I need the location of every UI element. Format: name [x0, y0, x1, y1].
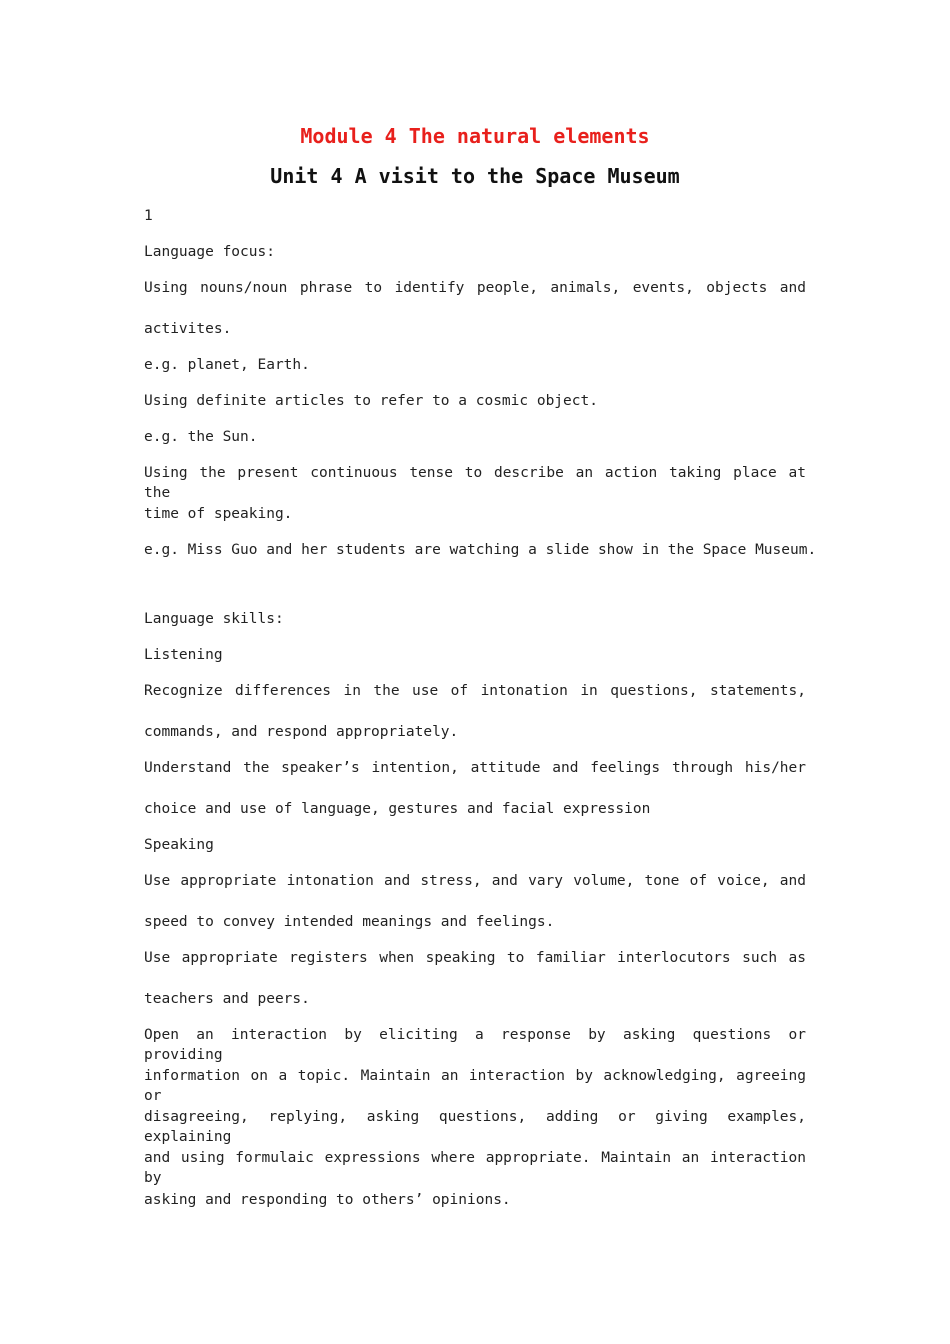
paragraph-line: disagreeing, replying, asking questions, adding or giving examples, explaining	[144, 1109, 806, 1145]
paragraph-line: Use appropriate registers when speaking to familiar interlocutors such as	[144, 950, 806, 966]
paragraph-line: Use appropriate intonation and stress, and vary volume, tone of voice, and	[144, 873, 806, 889]
paragraph-line: time of speaking.	[144, 506, 293, 522]
paragraph-line: and using formulaic expressions where appropriate. Maintain an interaction by	[144, 1150, 806, 1186]
paragraph-line: choice and use of language, gestures and facial expression	[144, 801, 651, 817]
example-line: e.g. Miss Guo and her students are watching a slide show in the Space Museum.	[144, 542, 817, 558]
section-number: 1	[144, 208, 153, 224]
subheading-listening: Listening	[144, 647, 223, 663]
paragraph-line: asking and responding to others’ opinions.	[144, 1192, 511, 1208]
unit-title: Unit 4 A visit to the Space Museum	[270, 164, 680, 188]
paragraph-line: information on a topic. Maintain an interaction by acknowledging, agreeing or	[144, 1068, 806, 1104]
heading-language-focus: Language focus:	[144, 244, 275, 260]
paragraph-line: Understand the speaker’s intention, attitude and feelings through his/her	[144, 760, 806, 776]
example-line: e.g. planet, Earth.	[144, 357, 310, 373]
paragraph-line: commands, and respond appropriately.	[144, 724, 459, 740]
paragraph-line: Open an interaction by eliciting a response by asking questions or providing	[144, 1027, 806, 1063]
paragraph-line: speed to convey intended meanings and feelings.	[144, 914, 555, 930]
paragraph-line: Recognize differences in the use of intonation in questions, statements,	[144, 683, 806, 699]
example-line: e.g. the Sun.	[144, 429, 258, 445]
paragraph-line: Using nouns/noun phrase to identify people, animals, events, objects and	[144, 280, 806, 296]
paragraph-line: Using definite articles to refer to a cosmic object.	[144, 393, 598, 409]
subheading-speaking: Speaking	[144, 837, 214, 853]
paragraph-line: Using the present continuous tense to describe an action taking place at the	[144, 465, 806, 501]
heading-language-skills: Language skills:	[144, 611, 284, 627]
module-title: Module 4 The natural elements	[300, 124, 650, 148]
paragraph-line: activites.	[144, 321, 232, 337]
paragraph-line: teachers and peers.	[144, 991, 310, 1007]
